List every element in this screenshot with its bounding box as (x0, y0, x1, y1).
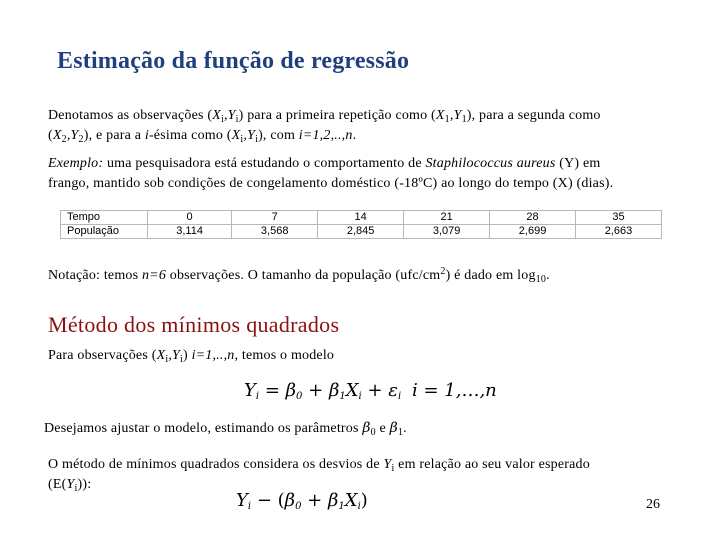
row-label: População (61, 225, 148, 239)
notation-paragraph: Notação: temos n=6 observações. O tamanho da população $(ufc/cm^2)$ é dado em $\log_{10}$. (48, 266, 550, 285)
example-paragraph (48, 154, 698, 194)
example-line-1: Exemplo: uma pesquisadora está estudando o comportamento de Staphilococcus aureus (Y) em (48, 156, 601, 171)
table-cell: 35 (576, 211, 662, 225)
table-cell: 14 (318, 211, 404, 225)
example-label: Exemplo: (48, 156, 104, 171)
data-table (60, 210, 662, 239)
table-cell: 7 (232, 211, 318, 225)
table-cell: 3,114 (148, 225, 232, 239)
model-intro-paragraph: Para observações $(X_i,Y_i)$ i=1,..,n, temos o modelo (48, 348, 335, 365)
table-cell: 28 (490, 211, 576, 225)
table-cell: 3,568 (232, 225, 318, 239)
table-cell: 2,699 (490, 225, 576, 239)
least-squares-line-1: O método de mínimos quadrados considera os desvios de $Y_i$ em relação ao seu valor esperado (48, 457, 590, 474)
row-label: Tempo (61, 211, 148, 225)
least-squares-paragraph (48, 455, 698, 495)
deviation-formula: $Y_i - (\beta_0 + \beta_1X_i)$ (236, 490, 368, 512)
table-row-populacao (61, 225, 662, 239)
model-index-range: i = 1,…,n (412, 380, 497, 401)
example-line-2: frango, mantido sob condições de congelamento doméstico (-18ºC) ao longo do tempo (X) (dias). (48, 176, 614, 191)
least-squares-line-2: $(E(Y_i))$: (48, 477, 92, 494)
slide-title: Estimação da função de regressão (57, 48, 410, 74)
table-cell: 21 (404, 211, 490, 225)
intro-line-2: $(X_2,Y_2)$, e para a i-ésima como $(X_i,Y_i)$, com i=1,2,..,n. (48, 128, 357, 145)
intro-paragraph (48, 106, 688, 146)
table-cell: 3,079 (404, 225, 490, 239)
intro-line-1: Denotamos as observações $(X_i,Y_i)$ para a primeira repetição como $(X_1,Y_1)$, para a segunda como (48, 108, 601, 125)
species-name: Staphilococcus aureus (425, 156, 556, 171)
regression-model-formula: $Y_i = \beta_0 + \beta_1X_i + \varepsilon_i$ (244, 380, 402, 402)
table-cell: 0 (148, 211, 232, 225)
page-number: 26 (646, 497, 660, 512)
parameters-paragraph: Desejamos ajustar o modelo, estimando os parâmetros $\beta_0$ e $\beta_1$. (44, 420, 407, 438)
section-title: Método dos mínimos quadrados (48, 312, 340, 337)
table-cell: 2,845 (318, 225, 404, 239)
table-cell: 2,663 (576, 225, 662, 239)
table-row-tempo (61, 211, 662, 225)
